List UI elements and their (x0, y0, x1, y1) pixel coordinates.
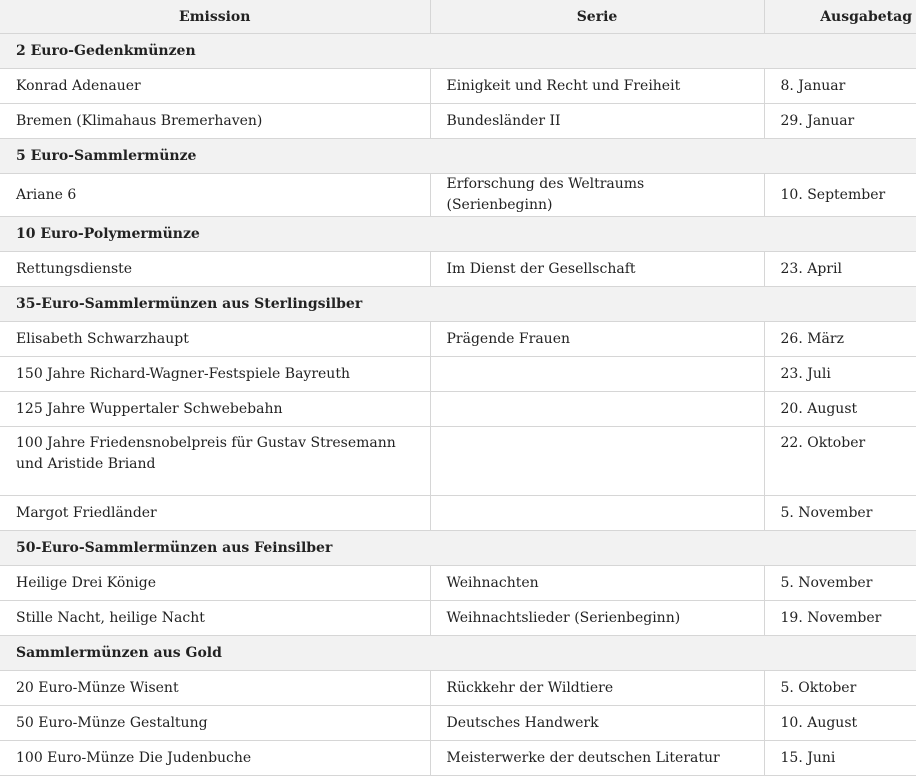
table-row (0, 706, 916, 741)
cell-emission: Stille Nacht, heilige Nacht (0, 601, 430, 636)
table-row (0, 566, 916, 601)
cell-emission: 100 Euro-Münze Die Judenbuche (0, 741, 430, 776)
table-row (0, 671, 916, 706)
cell-emission: Heilige Drei Könige (0, 566, 430, 601)
group-row (0, 139, 916, 174)
cell-ausgabetag: 5. November (764, 566, 916, 601)
cell-emission: 100 Jahre Friedensnobelpreis für Gustav Stresemann und Aristide Briand (0, 427, 430, 496)
cell-serie: Meisterwerke der deutschen Literatur (430, 741, 764, 776)
cell-serie (430, 496, 764, 531)
cell-serie: Bundesländer II (430, 104, 764, 139)
table-row (0, 174, 916, 217)
group-row (0, 636, 916, 671)
cell-emission: 50 Euro-Münze Gestaltung (0, 706, 430, 741)
cell-serie: Weihnachten (430, 566, 764, 601)
cell-emission: Margot Friedländer (0, 496, 430, 531)
cell-emission: Rettungsdienste (0, 252, 430, 287)
table-row (0, 392, 916, 427)
cell-emission: 150 Jahre Richard-Wagner-Festspiele Bayreuth (0, 357, 430, 392)
cell-ausgabetag: 20. August (764, 392, 916, 427)
cell-emission: Ariane 6 (0, 174, 430, 217)
cell-serie: Deutsches Handwerk (430, 706, 764, 741)
cell-serie (430, 427, 764, 496)
header-ausgabetag: Ausgabetag (764, 0, 916, 34)
table-row (0, 252, 916, 287)
cell-ausgabetag: 19. November (764, 601, 916, 636)
cell-serie: Erforschung des Weltraums (Serienbeginn) (430, 174, 764, 217)
group-title: 5 Euro-Sammlermünze (0, 139, 916, 174)
cell-emission: 125 Jahre Wuppertaler Schwebebahn (0, 392, 430, 427)
cell-ausgabetag: 23. Juli (764, 357, 916, 392)
cell-serie: Im Dienst der Gesellschaft (430, 252, 764, 287)
cell-emission: Konrad Adenauer (0, 69, 430, 104)
group-row (0, 531, 916, 566)
cell-emission: Bremen (Klimahaus Bremerhaven) (0, 104, 430, 139)
header-row (0, 0, 916, 34)
table-row (0, 104, 916, 139)
cell-emission: Elisabeth Schwarzhaupt (0, 322, 430, 357)
cell-ausgabetag: 10. September (764, 174, 916, 217)
table-row (0, 322, 916, 357)
cell-ausgabetag: 26. März (764, 322, 916, 357)
table-row (0, 741, 916, 776)
group-title: Sammlermünzen aus Gold (0, 636, 916, 671)
cell-ausgabetag: 22. Oktober (764, 427, 916, 496)
table-row (0, 601, 916, 636)
cell-ausgabetag: 23. April (764, 252, 916, 287)
cell-ausgabetag: 29. Januar (764, 104, 916, 139)
cell-emission: 20 Euro-Münze Wisent (0, 671, 430, 706)
cell-serie (430, 357, 764, 392)
group-row (0, 34, 916, 69)
cell-ausgabetag: 8. Januar (764, 69, 916, 104)
cell-ausgabetag: 5. November (764, 496, 916, 531)
cell-serie: Weihnachtslieder (Serienbeginn) (430, 601, 764, 636)
cell-serie (430, 392, 764, 427)
group-title: 10 Euro-Polymermünze (0, 217, 916, 252)
cell-serie: Rückkehr der Wildtiere (430, 671, 764, 706)
table-row (0, 496, 916, 531)
cell-serie: Prägende Frauen (430, 322, 764, 357)
cell-serie: Einigkeit und Recht und Freiheit (430, 69, 764, 104)
cell-ausgabetag: 15. Juni (764, 741, 916, 776)
cell-ausgabetag: 10. August (764, 706, 916, 741)
table-row (0, 357, 916, 392)
header-emission: Emission (0, 0, 430, 34)
group-row (0, 217, 916, 252)
group-title: 2 Euro-Gedenkmünzen (0, 34, 916, 69)
group-title: 35-Euro-Sammlermünzen aus Sterlingsilber (0, 287, 916, 322)
header-serie: Serie (430, 0, 764, 34)
group-title: 50-Euro-Sammlermünzen aus Feinsilber (0, 531, 916, 566)
cell-ausgabetag: 5. Oktober (764, 671, 916, 706)
group-row (0, 287, 916, 322)
table-row (0, 69, 916, 104)
table-row (0, 427, 916, 496)
